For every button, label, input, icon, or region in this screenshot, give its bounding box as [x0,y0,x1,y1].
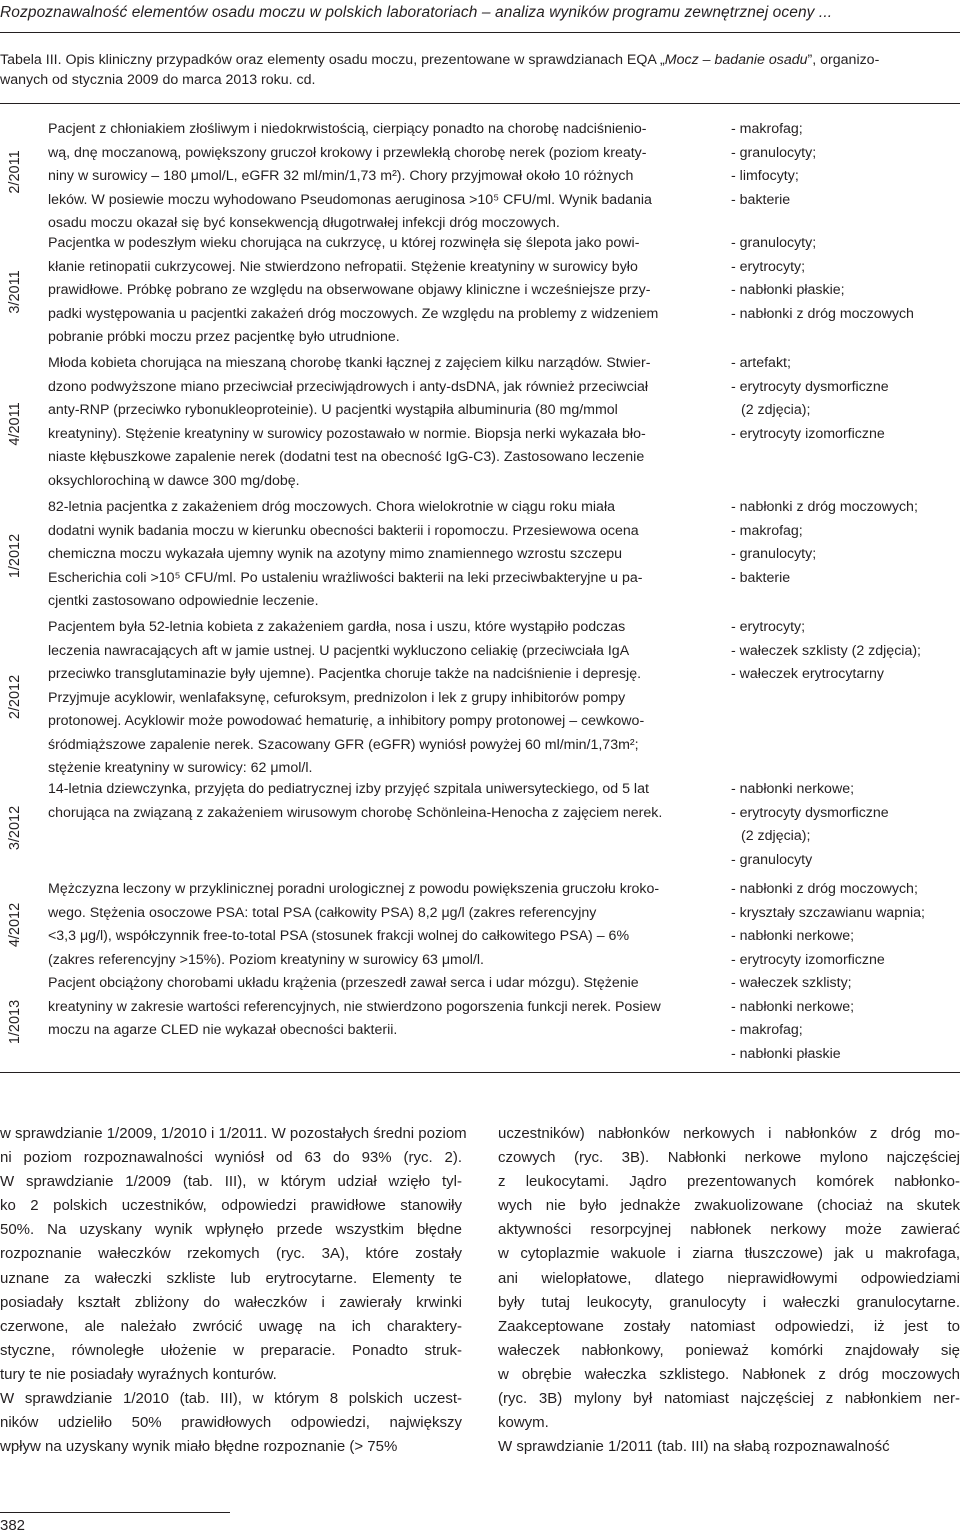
sediment-elements [731,232,960,326]
body-text-line: W sprawdzianie 1/2010 (tab. III), w którym 8 polskich uczest- [0,1390,462,1408]
sediment-element-item: - erytrocyty izomorficzne [731,425,885,442]
clinical-description [48,118,720,236]
caption-line1-start: Tabela III. Opis kliniczny przypadków oraz elementy osadu moczu, prezentowane w sprawdzianach EQA „ [0,52,665,68]
row-test-id-text: 4/2011 [7,402,23,446]
sediment-element-item: - bakterie [731,569,791,586]
sediment-element-item: - limfocyty; [731,168,799,184]
body-text-line: kowym. [498,1414,549,1432]
description-line: cjentki zastosowano odpowiednie leczenie. [48,593,319,609]
description-line: prawidłowe. Próbkę pobrano ze względu na obserwowane objawy kliniczne i wcześniejsze przy- [48,282,651,298]
body-text-line: wych nie było jednakże zwakuolizowane (chociaż na skutek [498,1197,960,1215]
body-text-line: tury te nie posiadały wyraźnych konturów. [0,1365,277,1383]
page-number: 382 [0,1517,26,1534]
row-test-id-text: 2/2012 [7,674,23,720]
description-line: 14-letnia dziewczynka, przyjęta do pediatrycznej izby przyjęć szpitala uniwersyteckiego, od 5 lat [48,781,649,797]
description-line: leczenia nawracających aft w jamie ustnej. U pacjentki wykluczono celiakię (przeciwciała IgA [48,642,630,659]
sediment-element-item: - nabłonki z dróg moczowych; [731,881,918,897]
table-row [0,616,960,778]
description-line: dodatni wynik badania moczu w kierunku obecności bakterii i ropomoczu. Przesiewowa ocena [48,522,639,539]
body-text-line: z leukocytami. Jądro prezentowanych komórek nabłonko- [498,1173,960,1191]
description-line: kreatyniny). Stężenie kreatyniny w surowicy pozostawało w normie. Biopsja nerki wykazała bło- [48,425,646,442]
description-line: chemiczna moczu wykazała ujemny wynik na azotyny mimo znamiennego wzrostu szczepu [48,546,623,562]
body-column-left [0,1122,467,1459]
sediment-element-item: - granulocyty; [731,144,817,161]
sediment-element-item: (2 zdjęcia); [741,402,811,418]
body-text-line: czerwone, ale należało zwrócić uwagę na ich charaktery- [0,1317,462,1335]
table-row [0,352,960,496]
table-row [0,232,960,352]
description-line: osadu moczu okazał się być konsekwencją długotrwałej infekcji dróg moczowych. [48,215,560,231]
sediment-element-item: (2 zdjęcia); [741,828,811,844]
description-line: Pacjentem była 52-letnia kobieta z zakażeniem gardła, nosa i uszu, które wystąpiło podczas [48,619,626,635]
body-text-line: (ryc. 3B) mylony był natomiast najczęściej z nabłonkiem ner- [498,1390,960,1408]
body-text-line: wpływ na uzyskany wynik miało błędne rozpoznanie (> 75% [0,1438,398,1456]
body-text-line: posiadały kształt zbliżony do wałeczków i zawierały krwinki [0,1293,462,1311]
description-line: Pacjent z chłoniakiem złośliwym i niedokrwistością, cierpiący ponadto na chorobę nadciśnienio- [48,121,647,137]
body-text-line: Zaakceptowane zostały natomiast odpowiedzi, iż jest to [498,1317,960,1335]
sediment-elements [731,778,960,872]
table-row [0,878,960,972]
body-column-right [498,1122,960,1459]
body-text-line: w cytoplazmie wakuole i ziarna tłuszczowe) jak u makrofaga, [498,1245,960,1263]
body-text-line: w obrębie wałeczka szklistego. Nabłonek z dróg moczowych [498,1365,960,1383]
caption-program-name: Mocz – badanie osadu [664,52,808,68]
header-rule [0,32,960,33]
description-line: niaste kłębuszkowe zapalenie nerek (dodatni test na obecność IgG-C3). Zastosowano leczenie [48,449,645,465]
sediment-element-item: - bakterie [731,191,791,208]
description-line: anty-RNP (przeciwko rybonukleoproteinie). U pacjentki wystąpiła albuminuria (80 mg/mmol [48,402,618,418]
clinical-description [48,778,720,825]
footer-rule [0,1512,230,1513]
body-text-line: czowych (ryc. 3B). Nabłonki nerkowe mylono najczęściej [498,1149,960,1167]
description-line: protonowej. Acyklowir może powodować hematurię, a inhibitory pompy protonowej – cewkowo- [48,713,645,729]
sediment-element-item: - makrofag; [731,121,803,137]
description-line: 82-letnia pacjentka z zakażeniem dróg moczowych. Chora wielokrotnie w ciągu roku miała [48,499,615,515]
description-line: stężenie kreatyniny w surowicy: 62 μmol/l. [48,760,313,776]
body-text-line: ników udzieliło 50% prawidłowych odpowiedzi, największy [0,1414,462,1432]
description-line: Pacjent obciążony chorobami układu krążenia (przeszedł zawał serca i udar mózgu). Stężenie [48,975,639,991]
body-text-line: ko 2 polskich uczestników, odpowiedzi prawidłowe stanowiły [0,1197,462,1215]
sediment-element-item: - makrofag; [731,522,803,539]
body-text-line: były tutaj leukocyty, granulocyty i wałeczki granulocytarne. [498,1293,960,1311]
sediment-element-item: - kryształy szczawianu wapnia; [731,904,925,921]
sediment-elements [731,352,960,446]
row-test-id-text: 3/2012 [7,805,23,851]
description-line: dzono podwyższone miano przeciwciał przeciwjądrowych i anty-dsDNA, jak również przeciwciał [48,378,649,395]
sediment-elements [731,118,960,212]
description-line: Mężczyzna leczony w przyklinicznej poradni urologicznej z powodu powiększenia gruczołu kroko- [48,881,660,897]
description-line: wą, dnę moczanową, powiększony gruczoł krokowy i przewlekłą chorobę nerek (poziom kreaty- [48,144,647,161]
table-row [0,778,960,878]
sediment-element-item: - artefakt; [731,355,791,371]
body-text-line: uczestników) nabłonków nerkowych i nabłonków z dróg mo- [498,1125,960,1142]
sediment-element-item: - erytrocyty; [731,258,806,275]
row-test-id-text: 1/2012 [7,533,23,579]
description-line: Przyjmuje acyklowir, wenlafaksynę, cefuroksym, prednizolon i lek z grupy inhibitorów pompy [48,689,626,706]
sediment-element-item: - granulocyty; [731,235,817,251]
row-test-id [0,112,30,232]
table-caption [0,50,960,90]
description-line: niny w surowicy – 180 μmol/L, eGFR 32 ml/min/1,73 m²). Chory przyjmował około 10 różnych [48,168,634,184]
row-test-id [0,496,30,616]
body-text-line: uznane za wałeczki szkliste lub erytrocytarne. Elementy te [0,1269,462,1287]
row-test-id [0,352,30,496]
table-bottom-rule [0,1072,960,1073]
sediment-elements [731,616,960,687]
body-text-line: aktywności resorpcyjnej nabłonek nerkowy może zawierać [498,1221,960,1239]
description-line: padki występowania u pacjentki zakażeń dróg moczowych. Ze względu na problemy z widzeniem [48,305,659,322]
sediment-element-item: - erytrocyty; [731,619,806,635]
description-line: Escherichia coli >10⁵ CFU/ml. Po ustaleniu wrażliwości bakterii na leki przeciwbakteryjne u pa- [48,569,643,586]
body-text-line: ni poziom rozpoznawalności wyniósł od 63 do 93% (ryc. 2). [0,1149,462,1167]
body-text-line: w sprawdzianie 1/2009, 1/2010 i 1/2011. W pozostałych średni poziom [0,1125,467,1142]
sediment-elements [731,972,960,1066]
sediment-element-item: - granulocyty [731,851,813,868]
sediment-element-item: - wałeczek szklisty (2 zdjęcia); [731,642,922,659]
description-line: (zakres referencyjny >15%). Poziom kreatyniny w surowicy 63 μmol/l. [48,951,484,968]
running-head: Rozpoznawalność elementów osadu moczu w polskich laboratoriach – analiza wyników programu zewnętrznej oceny ... [0,4,833,21]
sediment-element-item: - erytrocyty dysmorficzne [731,804,889,821]
sediment-element-item: - makrofag; [731,1022,803,1038]
sediment-element-item: - nabłonki nerkowe; [731,998,855,1015]
body-text-line: styczne, równoległe ułożenie w preparacie. Ponadto struk- [0,1341,462,1359]
description-line: wego. Stężenia osoczowe PSA: total PSA (całkowity PSA) 8,2 μg/l (zakres referencyjny [48,904,597,921]
description-line: oksychlorochiną w dawce 300 mg/dobę. [48,472,300,489]
description-line: kłanie retinopatii cukrzycowej. Nie stwierdzono nefropatii. Stężenie kreatyniny w surowicy było [48,258,638,275]
body-text-line: W sprawdzianie 1/2009 (tab. III), w którym udział wzięło tyl- [0,1173,462,1191]
row-test-id-text: 2/2011 [7,150,23,194]
body-text-line: W sprawdzianie 1/2011 (tab. III) na słabą rozpoznawalność [498,1438,890,1456]
table-row [0,496,960,616]
sediment-element-item: - nabłonki płaskie [731,1045,841,1062]
clinical-description [48,878,720,972]
sediment-element-item: - erytrocyty dysmorficzne [731,378,889,395]
sediment-element-item: - wałeczek erytrocytarny [731,666,884,682]
row-test-id-text: 3/2011 [7,270,23,314]
row-test-id [0,878,30,972]
caption-line2: wanych od stycznia 2009 do marca 2013 roku. cd. [0,72,316,88]
sediment-element-item: - erytrocyty izomorficzne [731,951,885,968]
table-row [0,112,960,232]
description-line: pobranie próbki moczu przez pacjentkę było utrudnione. [48,329,400,345]
description-line: Pacjentka w podeszłym wieku chorująca na cukrzycę, u której rozwinęła się ślepota jako powi- [48,235,640,251]
sediment-elements [731,878,960,972]
body-text-line: ani wielopłatowe, dlatego nieprawidłowymi odpowiedziami [498,1269,960,1287]
description-line: Młoda kobieta chorująca na mieszaną chorobę tkanki łącznej z zajęciem kilku narządów. Stwier- [48,355,651,371]
row-test-id [0,972,30,1072]
row-test-id [0,778,30,878]
clinical-description [48,232,720,350]
row-test-id-text: 1/2013 [7,999,23,1045]
body-text-line: wałeczek nabłonkowy, ponieważ komórki znajdowały się [498,1341,960,1359]
clinical-description [48,352,720,493]
table-row [0,972,960,1072]
description-line: <3,3 μg/l), współczynnik free-to-total PSA (stosunek frakcji wolnej do całkowitego PSA) – 6% [48,928,630,944]
table-top-rule [0,103,960,104]
row-test-id [0,616,30,778]
sediment-element-item: - nabłonki z dróg moczowych [731,305,914,322]
body-text-line: rozpoznanie wałeczków rzekomych (ryc. 3A), które zostały [0,1245,462,1263]
sediment-element-item: - wałeczek szklisty; [731,975,852,991]
clinical-description [48,972,720,1043]
description-line: leków. W posiewie moczu wyhodowano Pseudomonas aeruginosa >10⁵ CFU/ml. Wynik badania [48,191,652,208]
sediment-element-item: - granulocyty; [731,546,817,562]
description-line: moczu na agarze CLED nie wykazał obecności bakterii. [48,1022,398,1038]
description-line: przeciwko transglutaminazie były ujemne). Pacjentka choruje także na nadciśnienie i depresję. [48,666,642,682]
sediment-element-item: - nabłonki nerkowe; [731,928,855,944]
body-text-line: 50%. Na uzyskany wynik wpłynęło przede wszystkim błędne [0,1221,462,1239]
description-line: chorująca na związaną z zakażeniem wirusowym chorobę Schönleina-Henocha z zajęciem nerek. [48,804,663,821]
row-test-id [0,232,30,352]
clinical-description [48,616,720,781]
description-line: kreatyniny w zakresie wartości referencyjnych, nie stwierdzono pogorszenia funkcji nerek. Posiew [48,998,661,1015]
sediment-element-item: - nabłonki nerkowe; [731,781,855,797]
caption-line1-end: ”, organizo- [807,52,880,68]
row-test-id-text: 4/2012 [7,902,23,948]
clinical-description [48,496,720,614]
description-line: śródmiąższowe zapalenie nerek. Szacowany GFR (eGFR) wyniósł powyżej 60 ml/min/1,73m²; [48,736,639,753]
sediment-elements [731,496,960,590]
sediment-element-item: - nabłonki płaskie; [731,282,845,298]
sediment-element-item: - nabłonki z dróg moczowych; [731,499,918,515]
